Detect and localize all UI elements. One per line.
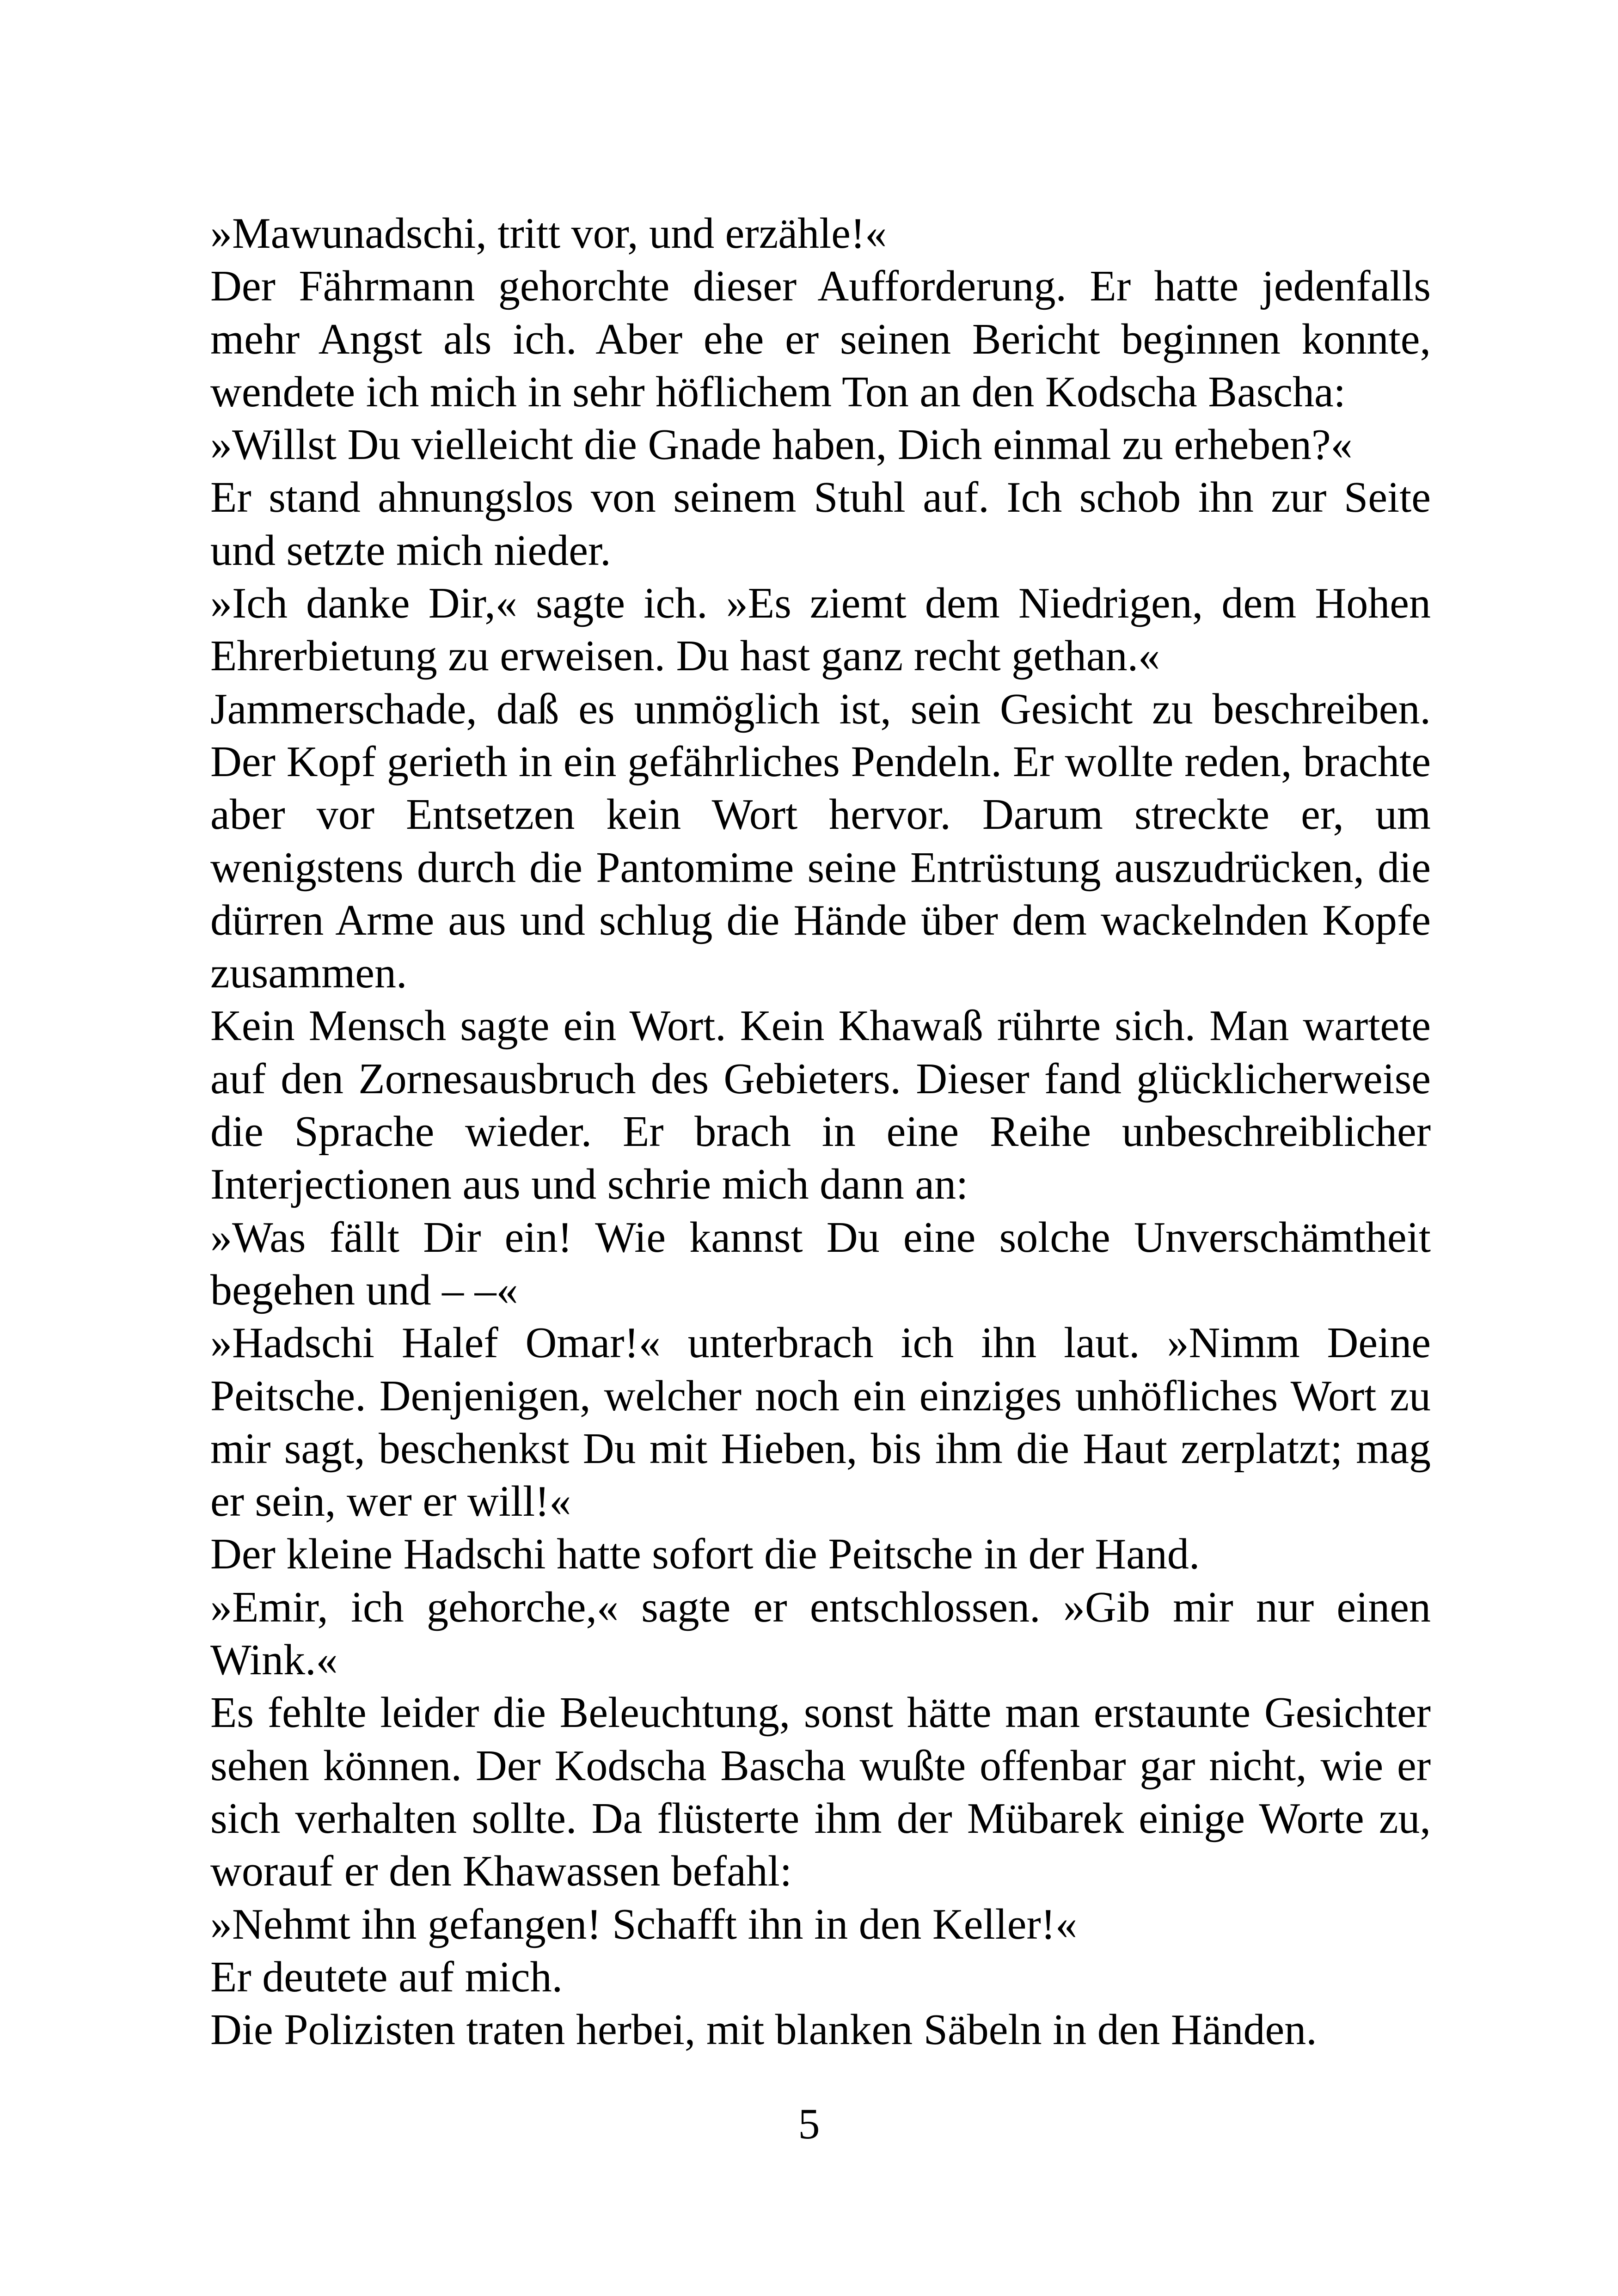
paragraph-14: Er deutete auf mich. — [210, 1953, 563, 2001]
paragraph-1: »Mawunadschi, tritt vor, und erzähle!« — [210, 209, 887, 257]
paragraph-9: »Hadschi Halef Omar!« unterbrach ich ihn laut. »Nimm Deine Peitsche. Denjenigen, welcher noch ein einziges unhöfliches Wort zu mir sagt, beschenkst Du mit Hieben, bis ihm die Haut zerplatzt; mag er sein, wer er will!« — [210, 1319, 1431, 1526]
paragraph-10: Der kleine Hadschi hatte sofort die Peitsche in der Hand. — [210, 1530, 1200, 1579]
paragraph-11: »Emir, ich gehorche,« sagte er entschlossen. »Gib mir nur einen Wink.« — [210, 1583, 1431, 1684]
paragraph-7: Kein Mensch sagte ein Wort. Kein Khawaß rührte sich. Man wartete auf den Zornesausbruch des Gebieters. Dieser fand glücklicherweise die Sprache wieder. Er brach in eine Reihe unbeschreiblicher Interjectionen aus und schrie mich dann an: — [210, 1002, 1431, 1209]
paragraph-5: »Ich danke Dir,« sagte ich. »Es ziemt dem Niedrigen, dem Hohen Ehrerbietung zu erweisen. Du hast ganz recht gethan.« — [210, 579, 1431, 680]
paragraph-8: »Was fällt Dir ein! Wie kannst Du eine solche Unverschämtheit begehen und – –« — [210, 1213, 1431, 1314]
paragraph-2: Der Fährmann gehorchte dieser Aufforderung. Er hatte jedenfalls mehr Angst als ich. Aber ehe er seinen Bericht beginnen konnte, wendete ich mich in sehr höflichem Ton an den Kodscha Bascha: — [210, 262, 1431, 416]
paragraph-12: Es fehlte leider die Beleuchtung, sonst hätte man erstaunte Gesichter sehen können. Der Kodscha Bascha wußte offenbar gar nicht, wie er sich verhalten sollte. Da flüsterte ihm der Mübarek einige Worte zu, worauf er den Khawassen befahl: — [210, 1689, 1431, 1896]
body-text — [210, 207, 1431, 2056]
paragraph-4: Er stand ahnungslos von seinem Stuhl auf. Ich schob ihn zur Seite und setzte mich nieder. — [210, 473, 1431, 575]
paragraph-6: Jammerschade, daß es unmöglich ist, sein Gesicht zu beschreiben. Der Kopf gerieth in ein gefährliches Pendeln. Er wollte reden, brachte aber vor Entsetzen kein Wort hervor. Darum streckte er, um wenigstens durch die Pantomime seine Entrüstung auszudrücken, die dürren Arme aus und schlug die Hände über dem wackelnden Kopfe zusammen. — [210, 685, 1431, 998]
paragraph-15: Die Polizisten traten herbei, mit blanken Säbeln in den Händen. — [210, 2006, 1317, 2054]
page-number: 5 — [798, 2100, 820, 2148]
paragraph-3: »Willst Du vielleicht die Gnade haben, Dich einmal zu erheben?« — [210, 421, 1353, 469]
paragraph-13: »Nehmt ihn gefangen! Schafft ihn in den Keller!« — [210, 1900, 1078, 1948]
